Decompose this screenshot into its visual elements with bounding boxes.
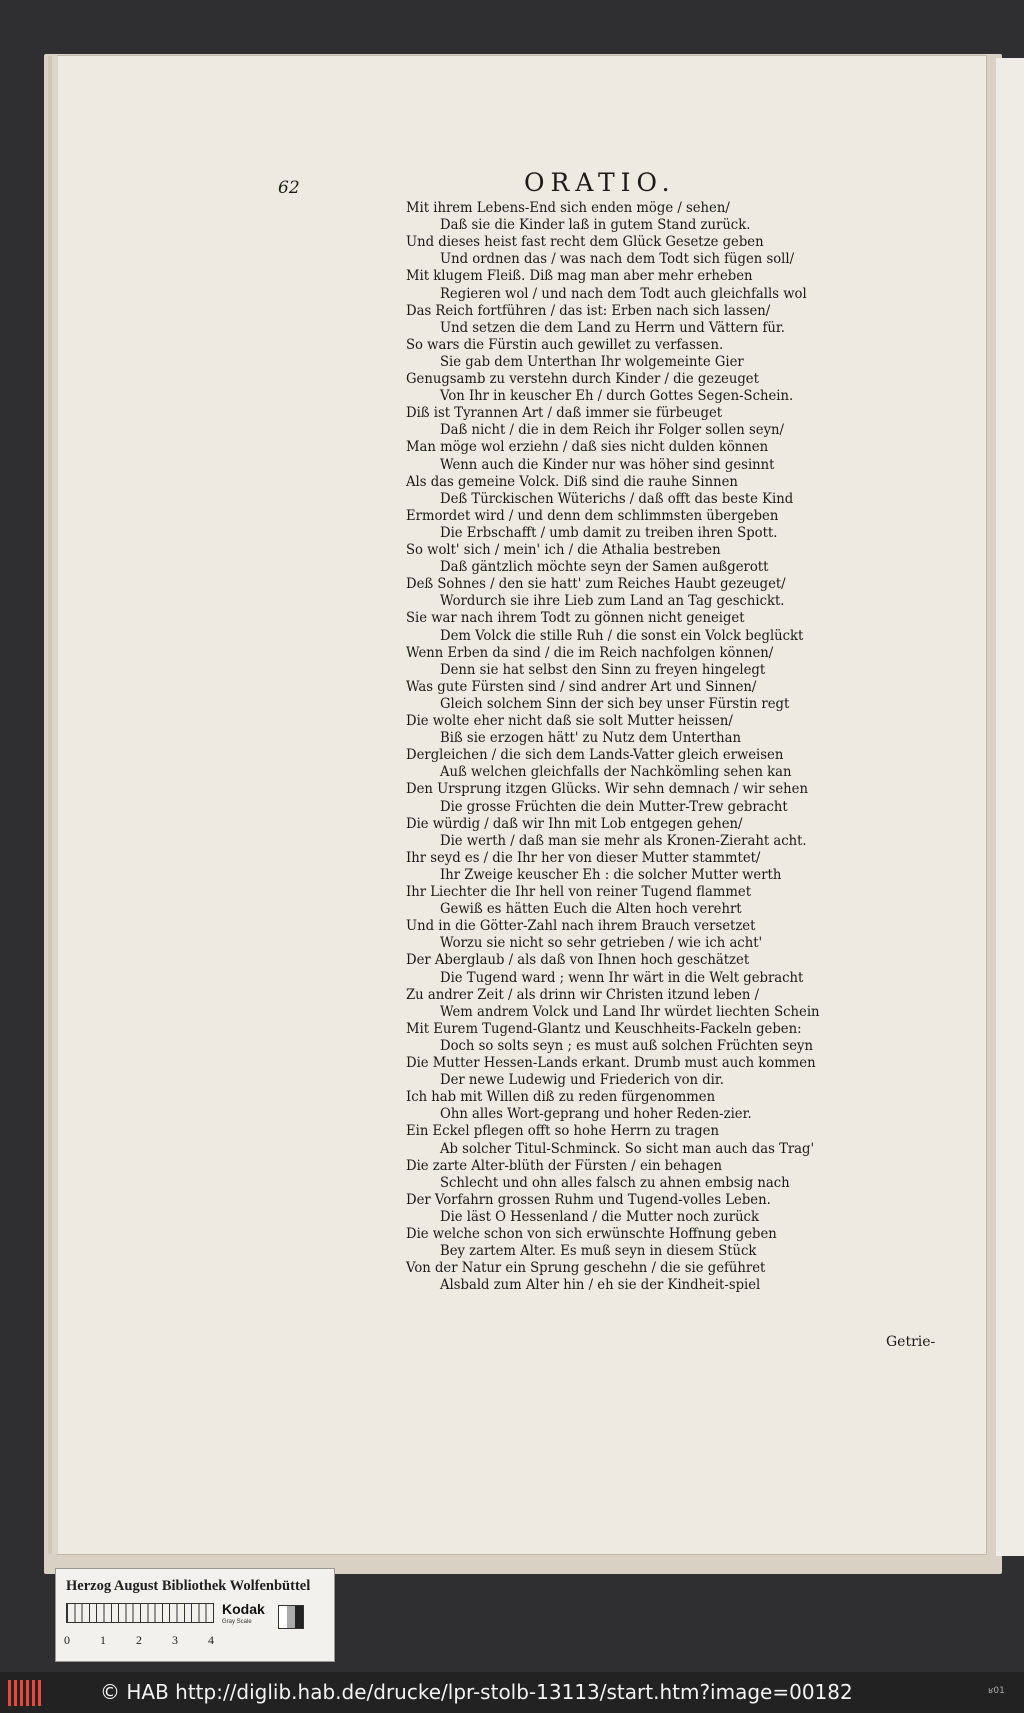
text-line: Die zarte Alter-blüth der Fürsten / ein behagen — [406, 1157, 723, 1174]
text-line: Die grosse Früchten die dein Mutter-Trew gebracht — [440, 798, 788, 815]
text-line: Von Ihr in keuscher Eh / durch Gottes Segen-Schein. — [440, 388, 794, 405]
text-line: Ermordet wird / und denn dem schlimmsten übergeben — [406, 507, 779, 524]
text-line: Die läst O Hessenland / die Mutter noch zurück — [440, 1208, 759, 1225]
text-line: Mit Eurem Tugend-Glantz und Keuschheits-Fackeln geben: — [406, 1020, 802, 1037]
footer-url[interactable]: © HAB http://diglib.hab.de/drucke/lpr-stolb-13113/start.htm?image=00182 — [100, 1680, 853, 1704]
gray-scale-label: Gray Scale — [222, 1619, 252, 1625]
library-name: Herzog August Bibliothek Wolfenbüttel — [66, 1578, 311, 1594]
text-line: Diß ist Tyrannen Art / daß immer sie fürbeuget — [406, 405, 723, 422]
text-line: Daß sie die Kinder laß in gutem Stand zurück. — [440, 217, 751, 234]
text-line: Gleich solchem Sinn der sich bey unser Fürstin regt — [440, 695, 790, 712]
text-line: Und setzen die dem Land zu Herrn und Vättern für. — [440, 319, 785, 336]
text-line: Die Tugend ward ; wenn Ihr wärt in die Welt gebracht — [440, 969, 804, 986]
text-line: Doch so solts seyn ; es must auß solchen Früchten seyn — [440, 1037, 814, 1054]
text-line: Daß nicht / die in dem Reich ihr Folger sollen seyn/ — [440, 422, 784, 439]
text-line: Ab solcher Titul-Schminck. So sicht man auch das Trag' — [440, 1140, 815, 1157]
catchword: Getrie- — [886, 1334, 936, 1350]
text-line: Von der Natur ein Sprung geschehn / die sie geführet — [406, 1260, 766, 1277]
text-line: Die würdig / daß wir Ihn mit Lob entgegen gehen/ — [406, 815, 743, 832]
text-line: Den Ursprung itzgen Glücks. Wir sehn demnach / wir sehen — [406, 781, 808, 798]
text-line: Die werth / daß man sie mehr als Kronen-Zieraht acht. — [440, 832, 807, 849]
text-line: Wenn Erben da sind / die im Reich nachfolgen können/ — [406, 644, 774, 661]
text-line: Deß Türckischen Wüterichs / daß offt das beste Kind — [440, 490, 794, 507]
text-line: Ohn alles Wort-geprang und hoher Reden-zier. — [440, 1106, 752, 1123]
footer-bar — [0, 1672, 1024, 1713]
text-line: Daß gäntzlich möchte seyn der Samen außgerott — [440, 559, 769, 576]
page-number: 62 — [278, 178, 300, 198]
text-line: Die Mutter Hessen-Lands erkant. Drumb must auch kommen — [406, 1055, 816, 1071]
page-header: ORATIO. — [524, 168, 676, 197]
text-line: Biß sie erzogen hätt' zu Nutz dem Unterthan — [440, 730, 741, 747]
ruler-digit: 3 — [172, 1633, 178, 1647]
text-line: Die welche schon von sich erwünschte Hoffnung geben — [406, 1226, 777, 1242]
text-line: Und in die Götter-Zahl nach ihrem Brauch versetzet — [406, 918, 756, 935]
gray-scale-card — [55, 1568, 335, 1662]
text-line: Ihr seyd es / die Ihr her von dieser Mutter stammtet/ — [406, 849, 761, 866]
kodak-logo: Kodak — [222, 1601, 265, 1617]
text-line: Ihr Zweige keuscher Eh : die solcher Mutter werth — [440, 866, 782, 883]
footer-mark: ʁ01 — [988, 1686, 1005, 1696]
ruler-digits — [64, 1633, 234, 1649]
ruler-digit: 2 — [136, 1633, 142, 1647]
text-line: Denn sie hat selbst den Sinn zu freyen hingelegt — [440, 661, 766, 678]
text-line: Der newe Ludewig und Friederich von dir. — [440, 1072, 724, 1089]
ruler-scale — [66, 1603, 214, 1623]
text-line: Zu andrer Zeit / als drinn wir Christen itzund leben / — [406, 986, 760, 1003]
text-line: Worzu sie nicht so sehr getrieben / wie ich acht' — [440, 935, 763, 952]
text-line: Bey zartem Alter. Es muß seyn in diesem Stück — [440, 1243, 757, 1260]
text-line: So wars die Fürstin auch gewillet zu verfassen. — [406, 336, 724, 353]
poem-text-block — [406, 200, 846, 1316]
text-line: Als das gemeine Volck. Diß sind die rauhe Sinnen — [406, 473, 738, 490]
text-line: Dergleichen / die sich dem Lands-Vatter gleich erweisen — [406, 747, 784, 764]
gray-swatch — [278, 1605, 304, 1629]
text-line: Man möge wol erziehn / daß sies nicht dulden können — [406, 439, 769, 456]
text-line: Deß Sohnes / den sie hatt' zum Reiches Haubt gezeuget/ — [406, 576, 786, 593]
text-line: Schlecht und ohn alles falsch zu ahnen embsig nach — [440, 1174, 790, 1191]
text-line: Was gute Fürsten sind / sind andrer Art und Sinnen/ — [406, 678, 757, 695]
text-line: Und ordnen das / was nach dem Todt sich fügen soll/ — [440, 251, 795, 268]
hab-logo-icon — [8, 1680, 42, 1706]
facing-page-edge — [996, 58, 1024, 1556]
text-line: Auß welchen gleichfalls der Nachkömling sehen kan — [440, 764, 792, 781]
text-line: Wem andrem Volck und Land Ihr würdet liechten Schein — [440, 1003, 820, 1020]
text-line: Der Aberglaub / als daß von Ihnen hoch geschätzet — [406, 952, 750, 969]
text-line: Alsbald zum Alter hin / eh sie der Kindheit-spiel — [440, 1277, 761, 1294]
text-line: Die wolte eher nicht daß sie solt Mutter heissen/ — [406, 713, 733, 729]
text-line: Ihr Liechter die Ihr hell von reiner Tugend flammet — [406, 884, 752, 900]
text-line: Sie war nach ihrem Todt zu gönnen nicht geneiget — [406, 610, 745, 627]
text-line: Ein Eckel pflegen offt so hohe Herrn zu tragen — [406, 1123, 719, 1140]
text-line: Mit ihrem Lebens-End sich enden möge / sehen/ — [406, 200, 730, 216]
ruler-digit: 4 — [208, 1633, 214, 1647]
text-line: Und dieses heist fast recht dem Glück Gesetze geben — [406, 234, 764, 251]
text-line: Der Vorfahrn grossen Ruhm und Tugend-volles Leben. — [406, 1191, 771, 1208]
text-line: Mit klugem Fleiß. Diß mag man aber mehr erheben — [406, 268, 753, 285]
text-line: Genugsamb zu verstehn durch Kinder / die gezeuget — [406, 371, 759, 387]
text-line: So wolt' sich / mein' ich / die Athalia bestreben — [406, 542, 721, 558]
text-line: Das Reich fortführen / das ist: Erben nach sich lassen/ — [406, 302, 771, 319]
text-line: Gewiß es hätten Euch die Alten hoch verehrt — [440, 901, 742, 918]
text-line: Ich hab mit Willen diß zu reden fürgenommen — [406, 1089, 716, 1106]
text-line: Die Erbschafft / umb damit zu treiben ihren Spott. — [440, 524, 778, 541]
ruler-digit: 0 — [64, 1633, 70, 1647]
text-line: Dem Volck die stille Ruh / die sonst ein Volck beglückt — [440, 627, 804, 644]
text-line: Wordurch sie ihre Lieb zum Land an Tag geschickt. — [440, 593, 785, 610]
text-line: Wenn auch die Kinder nur was höher sind gesinnt — [440, 456, 775, 473]
ruler-digit: 1 — [100, 1633, 106, 1647]
text-line: Regieren wol / und nach dem Todt auch gleichfalls wol — [440, 285, 807, 302]
text-line: Sie gab dem Unterthan Ihr wolgemeinte Gier — [440, 353, 744, 370]
